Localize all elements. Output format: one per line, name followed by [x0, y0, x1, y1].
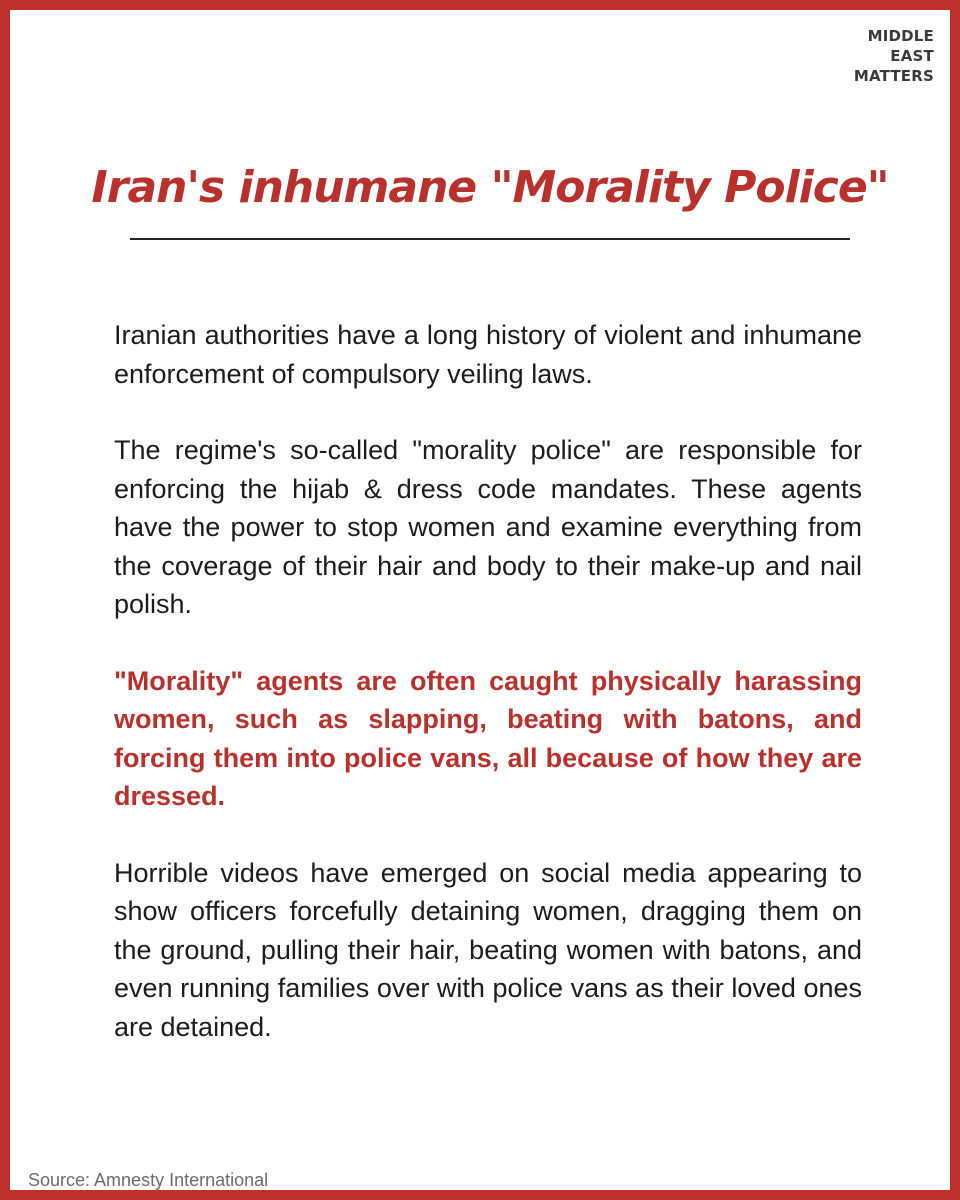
source-credit: Source: Amnesty International	[28, 1170, 269, 1190]
paragraph-highlight: "Morality" agents are often caught physically harassing women, such as slapping, beating with batons, and forcing them into police vans, all because of how they are dressed.	[114, 665, 862, 811]
title-divider	[130, 238, 850, 240]
brand-line-1: MIDDLE	[867, 27, 934, 45]
paragraph-intro: Iranian authorities have a long history of violent and inhumane enforcement of compulsory veiling laws.	[114, 320, 862, 389]
page-title: Iran's inhumane "Morality Police"	[91, 162, 889, 213]
brand-line-3: MATTERS	[853, 67, 934, 85]
article-body	[114, 316, 862, 1084]
paragraph-morality-police: The regime's so-called "morality police" are responsible for enforcing the hijab & dress code mandates. These agents have the power to stop women and examine everything from the coverage of their hair and body to their make-up and nail polish.	[114, 435, 862, 619]
brand-logo	[814, 26, 934, 86]
brand-line-2: EAST	[890, 47, 934, 65]
paragraph-videos: Horrible videos have emerged on social media appearing to show officers forcefully detaining women, dragging them on the ground, pulling their hair, beating women with batons, and even running families over with police vans as their loved ones are detained.	[114, 857, 862, 1042]
